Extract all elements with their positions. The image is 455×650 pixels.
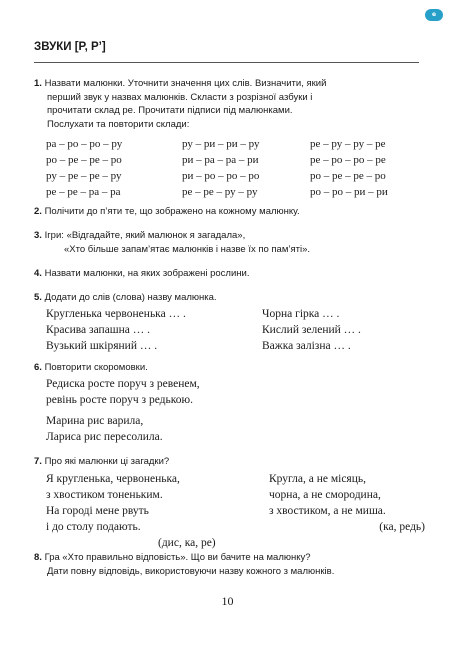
phrase: Кругленька червоненька … . [46, 308, 186, 320]
syllable-row [46, 184, 388, 200]
syllable-cell: ре – ре – ра – ра [46, 186, 121, 198]
phrase: Вузький шкіряний … . [46, 340, 158, 352]
exercise-8-line-1: Гра «Хто правильно відповість». Що ви бачите на малюнку? [44, 552, 311, 563]
syllables-table [46, 136, 388, 200]
exercise-8-line-2: Дати повну відповідь, використовуючи назву кожного з малюнків. [47, 565, 335, 577]
tongue-twister-2 [46, 413, 163, 445]
exercise-4 [34, 267, 425, 281]
exercise-5-number: 5. [34, 292, 42, 303]
phrase: Важка залізна … . [262, 340, 351, 352]
riddle-hint: (ка, редь) [379, 521, 425, 533]
syllable-cell: ре – ро – ро – ре [310, 154, 386, 166]
exercise-1-instructions [34, 77, 425, 131]
verse-line: ревінь росте поруч з редькою. [46, 394, 193, 406]
ex1-line-3: прочитати склад ре. Прочитати підписи під малюнками. [47, 105, 293, 116]
exercise-2-number: 2. [34, 206, 42, 217]
syllable-cell: ро – ре – ре – ро [46, 154, 122, 166]
exercise-2-text: Полічити до п’яти те, що зображено на кожному малюнку. [44, 206, 300, 217]
syllable-cell: ри – ро – ро – ро [182, 170, 260, 182]
exercise-4-number: 4. [34, 268, 42, 279]
syllable-cell: ре – ру – ру – ре [310, 138, 386, 150]
syllable-row [46, 168, 388, 184]
exercise-7-number: 7. [34, 456, 42, 467]
riddle-line: з хвостиком, а не миша. [269, 505, 386, 517]
exercise-7 [34, 455, 425, 469]
tongue-twister-1 [46, 376, 200, 408]
syllable-row [46, 152, 388, 168]
ex1-listen: Послухати та повторити склади: [47, 118, 190, 130]
exercise-3-game-1: «Відгадайте, який малюнок я загадала», [66, 230, 246, 241]
riddle-line: Я кругленька, червоненька, [46, 473, 180, 485]
syllable-cell: ру – ре – ре – ру [46, 170, 122, 182]
riddle-line: чорна, а не смородина, [269, 489, 381, 501]
exercise-5-text: Додати до слів (слова) назву малюнка. [44, 292, 217, 303]
syllable-cell: ро – ре – ре – ро [310, 170, 386, 182]
ex1-line-2: перший звук у назвах малюнків. Скласти з розрізної азбуки і [47, 91, 313, 103]
exercise-4-text: Назвати малюнки, на яких зображені рослини. [44, 268, 250, 279]
syllable-cell: ри – ра – ра – ри [182, 154, 259, 166]
syllable-cell: ро – ро – ри – ри [310, 186, 388, 198]
exercise-6 [34, 361, 425, 375]
riddle-line: На городі мене рвуть [46, 505, 149, 517]
riddle-line: з хвостиком тоненьким. [46, 489, 163, 501]
phrase: Красива запашна … . [46, 324, 151, 336]
phrase: Кислий зелений … . [262, 324, 361, 336]
exercise-3-label: Ігри: [44, 230, 64, 241]
ex1-line-1: Назвати малюнки. Уточнити значення цих слів. Визначити, який [44, 78, 327, 89]
exercise-5 [34, 291, 425, 305]
exercise-8 [34, 551, 425, 578]
syllable-cell: ру – ри – ри – ру [182, 138, 260, 150]
verse-line: Лариса рис пересолила. [46, 431, 163, 443]
exercise-5-right-column [262, 306, 361, 354]
riddle-hint: (дис, ка, ре) [158, 537, 216, 549]
syllable-cell: ра – ро – ро – ру [46, 138, 123, 150]
exercise-6-text: Повторити скоромовки. [44, 362, 148, 373]
exercise-6-number: 6. [34, 362, 42, 373]
exercise-2 [34, 205, 425, 219]
syllable-cell: ре – ре – ру – ру [182, 186, 258, 198]
syllable-row [46, 136, 388, 152]
exercise-8-number: 8. [34, 552, 42, 563]
riddle-line: Кругла, а не місяць, [269, 473, 366, 485]
phrase: Чорна гірка … . [262, 308, 340, 320]
exercise-1-number: 1. [34, 78, 42, 89]
section-header: ЗВУКИ [Р, Р’] [34, 41, 106, 53]
header-divider [34, 62, 419, 63]
exercise-5-left-column [46, 306, 186, 354]
page-number: 10 [221, 594, 234, 608]
exercise-7-text: Про які малюнки ці загадки? [44, 456, 170, 467]
verse-line: Марина рис варила, [46, 415, 144, 427]
exercise-3-number: 3. [34, 230, 42, 241]
riddle-left [46, 471, 246, 551]
publisher-logo: e [425, 9, 443, 21]
riddle-right [269, 471, 429, 535]
exercise-3 [34, 229, 425, 256]
verse-line: Редиска росте поруч з ревенем, [46, 378, 200, 390]
exercise-3-game-2: «Хто більше запам’ятає малюнків і назве їх по пам’яті». [64, 243, 311, 255]
riddle-line: і до столу подають. [46, 521, 141, 533]
